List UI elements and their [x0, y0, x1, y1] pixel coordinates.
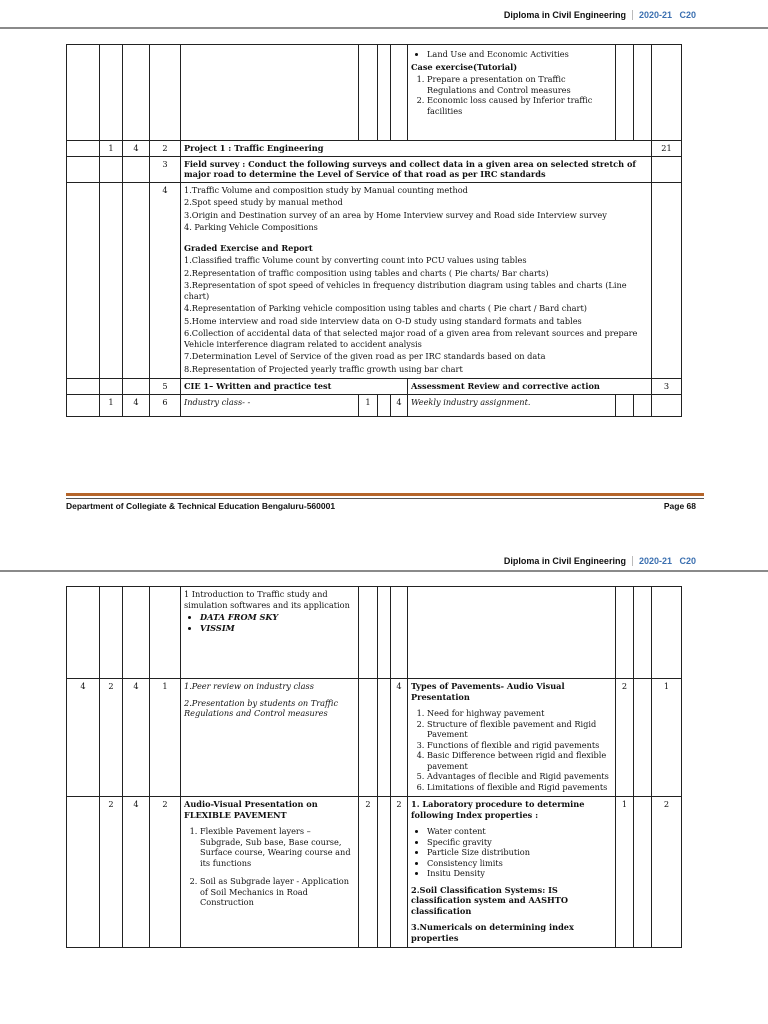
survey-list: 1.Traffic Volume and composition study by Manual counting method 2.Spot speed study by manual method 3.Origin and Destination survey of an area by Home Interview survey and Road side Interview survey 4. Parking Vehicle Compositions Graded Exercise and Report 1.Classified traffic Volume count by converting count into PCU values using tables 2.Representation of traffic composition using tables and charts ( Pie charts/ Bar charts) 3.Representation of spot speed of vehicles in frequency distribution diagram using tables and charts (Line chart) 4.Representation of Parking vehicle composition using tables and charts ( Pie chart / Bard chart) 5.Home interview and road side interview data on O-D study using standard formats and tables 6.Collection of accidental data of that selected major road of a given area from relevant sources and prepare Vehicle interference diagram related to accident analysis 7.Determination Level of Service of the given road as per IRC standards based on data 8.Representation of Projected yearly traffic growth using bar chart	[181, 182, 652, 379]
table-row: 5 CIE 1– Written and practice test Assessment Review and corrective action 3	[67, 379, 682, 395]
weekly-assignment: Weekly industry assignment.	[408, 394, 616, 416]
footer-rule-thin	[66, 498, 704, 499]
cie-test: CIE 1– Written and practice test	[181, 379, 408, 395]
field-survey: Field survey : Conduct the following surveys and collect data in a given area on selected stretch of major road to determine the Level of Service of that road as per IRC standards	[181, 156, 652, 182]
lab-procedure-cell: 1. Laboratory procedure to determine following Index properties : • Water content • Specific gravity • Particle Size distribution • Consistency limits • Insitu Density 2.Soil Classification Systems: IS classification system and AASHTO classification 3.Numericals on determining index properties	[408, 797, 616, 948]
pavement-types-cell: Types of Pavements- Audio Visual Presentation 1. Need for highway pavement 2. Structure of flexible pavement and Rigid Pavement 3. Functions of flexible and rigid pavements 4. Basic Difference between rigid and flexible pavement 5. Advantages of flecible and Rigid pavements 6. Limitations of flexible and Rigid pavements	[408, 679, 616, 797]
header-rule-2	[0, 570, 768, 572]
footer-dept: Department of Collegiate & Technical Education Bengaluru-560001	[66, 501, 336, 511]
peer-review-cell: 1.Peer review on industry class 2.Presentation by students on Traffic Regulations and Control measures	[181, 679, 359, 797]
session-table-1	[66, 44, 682, 417]
project-title: Project 1 : Traffic Engineering	[181, 141, 652, 157]
assessment-review: Assessment Review and corrective action	[408, 379, 652, 395]
table-row: 1 4 6 Industry class- - 1 4 Weekly industry assignment.	[67, 394, 682, 416]
header-title: Diploma in Civil Engineering	[503, 10, 626, 20]
av-presentation-cell: Audio-Visual Presentation on FLEXIBLE PAVEMENT 1. Flexible Pavement layers – Subgrade, Sub base, Base course, Surface course, Wearing course and its functions 2. Soil as Subgrade layer - Application of Soil Mechanics in Road Construction	[181, 797, 359, 948]
session-table-2	[66, 586, 682, 948]
intro-cell: 1 Introduction to Traffic study and simulation softwares and its application • DATA FROM SKY • VISSIM	[181, 587, 359, 679]
topic-cell: • Land Use and Economic Activities Case exercise(Tutorial) 1. Prepare a presentation on Traffic Regulations and Control measures 2. Economic loss caused by Inferior traffic facilities	[408, 45, 616, 141]
table-row: 4 1.Traffic Volume and composition study by Manual counting method 2.Spot speed study by manual method 3.Origin and Destination survey of an area by Home Interview survey and Road side Interview survey 4. Parking Vehicle Compositions Graded Exercise and Report 1.Classified traffic Volume count by converting count into PCU values using tables 2.Representation of traffic composition using tables and charts ( Pie charts/ Bar charts) 3.Representation of spot speed of vehicles in frequency distribution diagram using tables and charts (Line chart) 4.Representation of Parking vehicle composition using tables and charts ( Pie chart / Bard chart) 5.Home interview and road side interview data on O-D study using standard formats and tables 6.Collection of accidental data of that selected major road of a given area from relevant sources and prepare Vehicle interference diagram related to accident analysis 7.Determination Level of Service of the given road as per IRC standards based on data 8.Representation of Projected yearly traffic growth using bar chart	[67, 182, 682, 379]
page-header	[504, 10, 696, 20]
header-year: 2020-21 C20	[632, 10, 696, 20]
page-footer	[66, 501, 696, 511]
case-label: Case exercise(Tutorial)	[411, 61, 518, 72]
table-row	[67, 45, 682, 141]
table-row: 2 4 2 Audio-Visual Presentation on FLEXIBLE PAVEMENT 1. Flexible Pavement layers – Subgrade, Sub base, Base course, Surface course, Wearing course and its functions 2. Soil as Subgrade layer - Application of Soil Mechanics in Road Construction 2 2 1. Laboratory procedure to determine following Index properties : • Water content • Specific gravity • Particle Size distribution • Consistency limits • Insitu Density 2.Soil Classification Systems: IS classification system and AASHTO classification 3.Numericals on determining index properties 1 2	[67, 797, 682, 948]
table-row: 4 2 4 1 1.Peer review on industry class 2.Presentation by students on Traffic Regulations and Control measures 4 Types of Pavements- Audio Visual Presentation 1. Need for highway pavement 2. Structure of flexible pavement and Rigid Pavement 3. Functions of flexible and rigid pavements 4. Basic Difference between rigid and flexible pavement 5. Advantages of flecible and Rigid pavements 6. Limitations of flexible and Rigid pavements 2 1	[67, 679, 682, 797]
page-header-2: Diploma in Civil Engineering 2020-21 C20	[503, 556, 696, 566]
table-row	[67, 587, 682, 679]
header-rule	[0, 27, 768, 29]
table-row: 3 Field survey : Conduct the following surveys and collect data in a given area on selected stretch of major road to determine the Level of Service of that road as per IRC standards	[67, 156, 682, 182]
industry-class: Industry class- -	[181, 394, 359, 416]
footer-rule	[66, 493, 704, 496]
page-number: Page 68	[663, 501, 696, 511]
table-row: 1 4 2 Project 1 : Traffic Engineering 21	[67, 141, 682, 157]
